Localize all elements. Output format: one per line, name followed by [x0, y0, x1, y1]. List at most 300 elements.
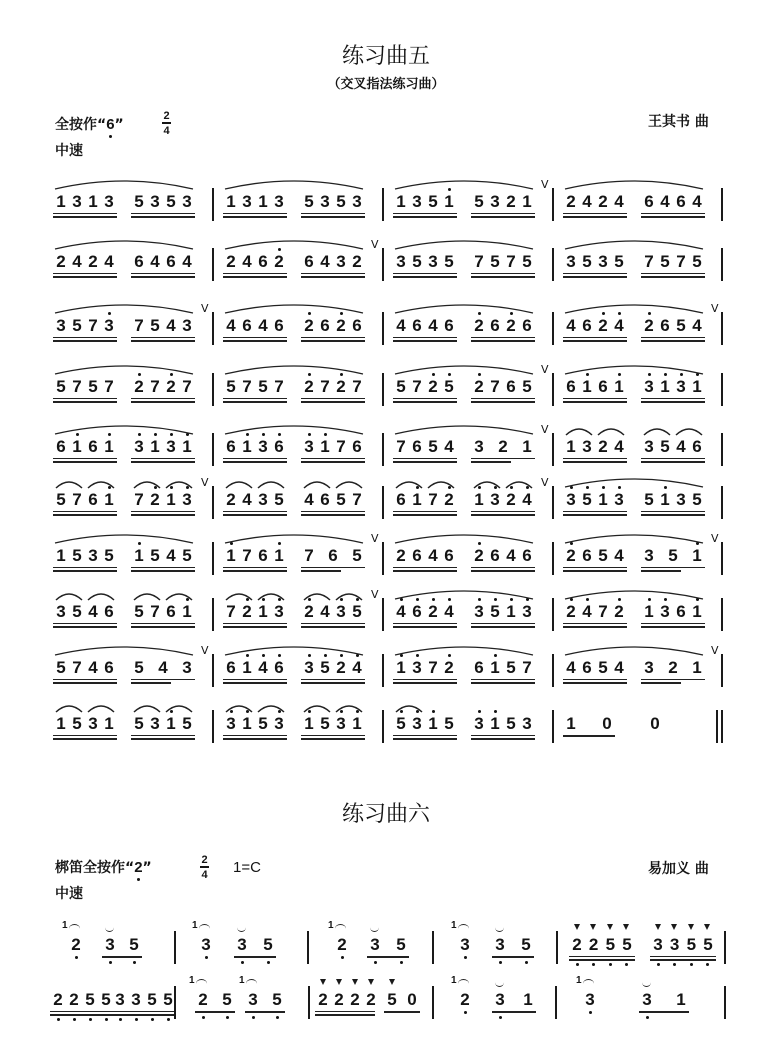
- note: [503, 530, 519, 582]
- high-octave-dot-icon: [526, 486, 529, 489]
- note: [367, 919, 383, 971]
- beam-line: [641, 623, 705, 625]
- note: [393, 176, 409, 228]
- note-digit: 6: [692, 437, 702, 456]
- grace-slur-icon: [196, 979, 207, 988]
- beam-line: [641, 626, 705, 628]
- high-octave-dot-icon: [308, 373, 311, 376]
- note-group: [563, 642, 627, 694]
- note: [471, 176, 487, 228]
- note-group: [471, 236, 535, 288]
- high-octave-dot-icon: [340, 373, 343, 376]
- note: [333, 642, 349, 694]
- note: [131, 530, 147, 582]
- note-digit: 3: [460, 935, 470, 954]
- note: [689, 300, 705, 352]
- note-digit: 6: [88, 490, 98, 509]
- note-digit: 5: [150, 546, 160, 565]
- final-barline: [716, 710, 718, 743]
- note: [155, 642, 171, 694]
- note-digit: 3: [614, 490, 624, 509]
- note-group: [131, 361, 195, 413]
- note-digit: 2: [598, 437, 608, 456]
- note-digit: 3: [150, 714, 160, 733]
- note-digit: 5: [226, 377, 236, 396]
- note-digit: 5: [134, 714, 144, 733]
- measure: [223, 698, 373, 750]
- beam-line: [641, 337, 705, 339]
- barline: [382, 598, 384, 631]
- high-octave-dot-icon: [570, 598, 573, 601]
- note: [131, 642, 147, 694]
- note-digit: 1: [182, 602, 192, 621]
- note-digit: 5: [522, 377, 532, 396]
- staccato-triangle-icon: [607, 924, 613, 930]
- note-digit: 2: [336, 377, 346, 396]
- measure: [563, 236, 713, 288]
- note: [519, 361, 535, 413]
- barline: [432, 986, 434, 1019]
- beam-line: [223, 216, 287, 218]
- barline: [212, 486, 214, 519]
- high-octave-dot-icon: [278, 248, 281, 251]
- note: [611, 421, 627, 473]
- note-digit: 3: [566, 252, 576, 271]
- beam-line: [131, 273, 195, 275]
- note-digit: 6: [598, 377, 608, 396]
- note: [471, 361, 487, 413]
- note: [503, 176, 519, 228]
- note: [471, 642, 487, 694]
- time-signature: [162, 111, 171, 136]
- note-digit: 2: [226, 490, 236, 509]
- note-digit: 4: [258, 658, 268, 677]
- note-digit: 5: [676, 316, 686, 335]
- note-digit: 1: [412, 490, 422, 509]
- note-digit: 3: [134, 437, 144, 456]
- note-digit: 7: [72, 490, 82, 509]
- note: [347, 974, 363, 1026]
- note: [519, 698, 535, 750]
- time-signature-top: 2: [201, 854, 208, 866]
- piece-title: 练习曲五: [341, 44, 430, 69]
- note-group: [53, 361, 117, 413]
- measure: [393, 586, 543, 638]
- note-digit: 2: [566, 192, 576, 211]
- beam-line: [393, 337, 457, 339]
- note: [393, 474, 409, 526]
- note: [425, 586, 441, 638]
- note: [487, 361, 503, 413]
- barline: [721, 312, 723, 345]
- grace-slur-icon: [69, 924, 80, 933]
- beam-line: [471, 461, 511, 463]
- note: [519, 530, 535, 582]
- beam-line: [131, 401, 195, 403]
- note: [611, 176, 627, 228]
- note: [331, 974, 347, 1026]
- note: [641, 361, 657, 413]
- note: [519, 421, 535, 473]
- high-octave-dot-icon: [278, 433, 281, 436]
- note: [85, 300, 101, 352]
- note: [255, 236, 271, 288]
- beam-line: [471, 337, 535, 339]
- note-digit: 3: [201, 935, 211, 954]
- note-digit: 6: [582, 658, 592, 677]
- note-digit: 3: [352, 192, 362, 211]
- note-digit: 5: [88, 377, 98, 396]
- note-digit: 5: [72, 714, 82, 733]
- note: [163, 698, 179, 750]
- note: [673, 474, 689, 526]
- note-digit: 6: [412, 546, 422, 565]
- note-digit: 7: [72, 658, 82, 677]
- beam-line: [471, 570, 535, 572]
- low-octave-dot-icon: [609, 963, 612, 966]
- note-digit: 6: [320, 316, 330, 335]
- note: [53, 530, 69, 582]
- low-octave-dot-icon: [706, 963, 709, 966]
- barline: [721, 654, 723, 687]
- note-digit: 5: [336, 490, 346, 509]
- beam-line: [563, 511, 627, 513]
- note: [641, 530, 657, 582]
- high-octave-dot-icon: [400, 598, 403, 601]
- fraction-line: [162, 122, 171, 124]
- beam-line: [245, 1011, 285, 1013]
- high-octave-dot-icon: [648, 598, 651, 601]
- note: [301, 421, 317, 473]
- note-digit: 1: [226, 546, 236, 565]
- note-digit: 6: [274, 437, 284, 456]
- barline: [724, 931, 726, 964]
- note-digit: 5: [598, 658, 608, 677]
- note-digit: 2: [644, 316, 654, 335]
- barline: [552, 654, 554, 687]
- note-digit: 3: [644, 377, 654, 396]
- note-digit: 2: [198, 990, 208, 1009]
- note-digit: 2: [166, 377, 176, 396]
- high-octave-dot-icon: [170, 433, 173, 436]
- note-digit: 1: [490, 658, 500, 677]
- high-octave-dot-icon: [262, 654, 265, 657]
- note: [409, 586, 425, 638]
- note-digit: 2: [71, 935, 81, 954]
- note-group: [393, 586, 457, 638]
- note-digit: 0: [602, 714, 612, 733]
- note: [301, 176, 317, 228]
- beam-line: [223, 679, 287, 681]
- note-digit: 3: [104, 316, 114, 335]
- note-digit: 6: [274, 316, 284, 335]
- note-digit: 7: [134, 316, 144, 335]
- note: [425, 698, 441, 750]
- high-octave-dot-icon: [416, 486, 419, 489]
- note-digit: 7: [506, 252, 516, 271]
- high-octave-dot-icon: [170, 373, 173, 376]
- note-digit: 2: [428, 377, 438, 396]
- note: [441, 530, 457, 582]
- note: [333, 698, 349, 750]
- high-octave-dot-icon: [494, 710, 497, 713]
- note-digit: 7: [428, 658, 438, 677]
- high-octave-dot-icon: [324, 433, 327, 436]
- beam-line: [53, 623, 117, 625]
- note: [683, 919, 699, 971]
- note-digit: 4: [614, 658, 624, 677]
- barline: [721, 373, 723, 406]
- note-group: [471, 421, 535, 473]
- beam-line: [53, 682, 117, 684]
- note: [665, 642, 681, 694]
- barline: [432, 931, 434, 964]
- ornament-mark-icon: [642, 982, 651, 987]
- note-group: [131, 642, 195, 694]
- beam-line: [641, 570, 681, 572]
- note-digit: 7: [104, 377, 114, 396]
- note-digit: 4: [166, 316, 176, 335]
- beam-line: [131, 340, 195, 342]
- note: [425, 530, 441, 582]
- note-digit: 6: [676, 192, 686, 211]
- note-digit: 5: [85, 990, 95, 1009]
- beam-line: [131, 458, 195, 460]
- note: [239, 176, 255, 228]
- note: [667, 919, 683, 971]
- note-digit: 6: [56, 437, 66, 456]
- note-digit: 2: [304, 602, 314, 621]
- barline: [721, 486, 723, 519]
- note-digit: 5: [72, 316, 82, 335]
- note-digit: 0: [650, 714, 660, 733]
- note: [441, 300, 457, 352]
- note: [179, 361, 195, 413]
- note-digit: 1: [304, 714, 314, 733]
- note-digit: 1: [242, 437, 252, 456]
- beam-line: [301, 458, 365, 460]
- beam-line: [301, 682, 365, 684]
- note-group: [563, 236, 627, 288]
- note-digit: 7: [676, 252, 686, 271]
- note: [576, 974, 598, 1026]
- note-digit: 2: [350, 990, 360, 1009]
- high-octave-dot-icon: [478, 486, 481, 489]
- low-octave-dot-icon: [657, 963, 660, 966]
- beam-line: [53, 570, 117, 572]
- barline: [552, 598, 554, 631]
- note-digit: 6: [352, 437, 362, 456]
- note-group: [393, 642, 457, 694]
- beam-line: [53, 216, 117, 218]
- note-group: [50, 974, 112, 1026]
- barline: [721, 598, 723, 631]
- barline: [724, 986, 726, 1019]
- staccato-triangle-icon: [336, 979, 342, 985]
- note-digit: 5: [444, 377, 454, 396]
- note: [563, 421, 579, 473]
- beam-line: [641, 213, 705, 215]
- note: [641, 474, 657, 526]
- ornament-mark-icon: [105, 927, 114, 932]
- note: [471, 530, 487, 582]
- beam-line: [393, 458, 457, 460]
- note: [409, 530, 425, 582]
- note: [503, 300, 519, 352]
- note: [85, 421, 101, 473]
- high-octave-dot-icon: [416, 654, 419, 657]
- high-octave-dot-icon: [664, 598, 667, 601]
- high-octave-dot-icon: [186, 598, 189, 601]
- staff-row: [0, 361, 772, 413]
- note-digit: 5: [387, 990, 397, 1009]
- note-digit: 5: [622, 935, 632, 954]
- note-digit: 7: [490, 377, 500, 396]
- beam-line: [471, 679, 535, 681]
- beam-line: [223, 273, 287, 275]
- note-digit: 1: [166, 714, 176, 733]
- beam-line: [301, 738, 365, 740]
- low-octave-dot-icon: [89, 1018, 92, 1021]
- note-digit: 2: [274, 252, 284, 271]
- time-signature-top: 2: [163, 110, 170, 122]
- beam-line: [53, 213, 117, 215]
- staccato-triangle-icon: [368, 979, 374, 985]
- high-octave-dot-icon: [170, 486, 173, 489]
- note: [239, 421, 255, 473]
- note: [569, 919, 585, 971]
- beam-line: [563, 735, 615, 737]
- beam-line: [102, 956, 142, 958]
- note: [101, 698, 117, 750]
- note-digit: 6: [582, 316, 592, 335]
- grace-slur-icon: [335, 924, 346, 933]
- note: [53, 361, 69, 413]
- low-octave-dot-icon: [374, 961, 377, 964]
- breath-mark-icon: V: [541, 363, 549, 376]
- note: [147, 361, 163, 413]
- note: [223, 300, 239, 352]
- note: [69, 586, 85, 638]
- note-group: [131, 474, 195, 526]
- note-digit: 1: [352, 714, 362, 733]
- note-digit: 5: [396, 714, 406, 733]
- note: [492, 919, 508, 971]
- measure: [393, 474, 549, 526]
- note: [611, 474, 627, 526]
- note: [147, 530, 163, 582]
- beam-line: [301, 216, 365, 218]
- beam-line: [393, 738, 457, 740]
- note: [409, 176, 425, 228]
- barline: [721, 433, 723, 466]
- note: [82, 974, 98, 1026]
- staff-row: [0, 421, 772, 473]
- note-digit: 4: [88, 602, 98, 621]
- beam-line: [223, 735, 287, 737]
- beam-line: [53, 738, 117, 740]
- note-digit: 1: [490, 714, 500, 733]
- note: [503, 474, 519, 526]
- measure: [223, 361, 373, 413]
- beam-line: [641, 461, 705, 463]
- note-digit: 2: [304, 316, 314, 335]
- note-digit: 2: [474, 316, 484, 335]
- breath-mark-icon: V: [371, 238, 379, 251]
- note: [409, 642, 425, 694]
- note: [53, 586, 69, 638]
- note: [163, 236, 179, 288]
- note-digit: 5: [474, 192, 484, 211]
- note: [147, 586, 163, 638]
- note: [223, 474, 239, 526]
- note: [260, 919, 276, 971]
- note-digit: 5: [272, 990, 282, 1009]
- fingering-note: [134, 859, 142, 877]
- note-digit: 3: [182, 658, 192, 677]
- barline: [552, 542, 554, 575]
- note: [179, 530, 195, 582]
- note-group: [223, 361, 287, 413]
- note: [131, 586, 147, 638]
- note-group: [53, 236, 117, 288]
- beam-line: [471, 340, 535, 342]
- measure: [563, 421, 713, 473]
- note: [223, 361, 239, 413]
- beam-line: [393, 570, 457, 572]
- note: [519, 176, 535, 228]
- note-group: [223, 698, 287, 750]
- measure: [223, 530, 379, 582]
- grace-note: 1: [239, 975, 245, 986]
- note: [349, 530, 365, 582]
- beam-line: [471, 682, 535, 684]
- note: [85, 586, 101, 638]
- note-group: [471, 642, 535, 694]
- measure: [563, 586, 713, 638]
- beam-line: [223, 398, 287, 400]
- note-group: [393, 530, 457, 582]
- note: [317, 586, 333, 638]
- note-group: [641, 642, 705, 694]
- breath-mark-icon: V: [541, 178, 549, 191]
- note-digit: 3: [644, 546, 654, 565]
- note-group: [563, 530, 627, 582]
- low-octave-dot-icon: [464, 956, 467, 959]
- note: [101, 474, 117, 526]
- note-digit: 7: [150, 602, 160, 621]
- note: [451, 974, 473, 1026]
- beam-line: [223, 213, 287, 215]
- note: [700, 919, 716, 971]
- note-digit: 1: [182, 437, 192, 456]
- note: [163, 586, 179, 638]
- beam-line: [471, 626, 535, 628]
- note: [131, 361, 147, 413]
- note-digit: 4: [692, 316, 702, 335]
- note-digit: 3: [88, 714, 98, 733]
- high-octave-dot-icon: [602, 486, 605, 489]
- note: [689, 176, 705, 228]
- beam-line: [563, 398, 627, 400]
- note: [179, 642, 195, 694]
- note-digit: 5: [182, 546, 192, 565]
- note: [409, 421, 425, 473]
- note: [611, 361, 627, 413]
- low-octave-dot-icon: [400, 961, 403, 964]
- note: [255, 176, 271, 228]
- note-digit: 6: [226, 437, 236, 456]
